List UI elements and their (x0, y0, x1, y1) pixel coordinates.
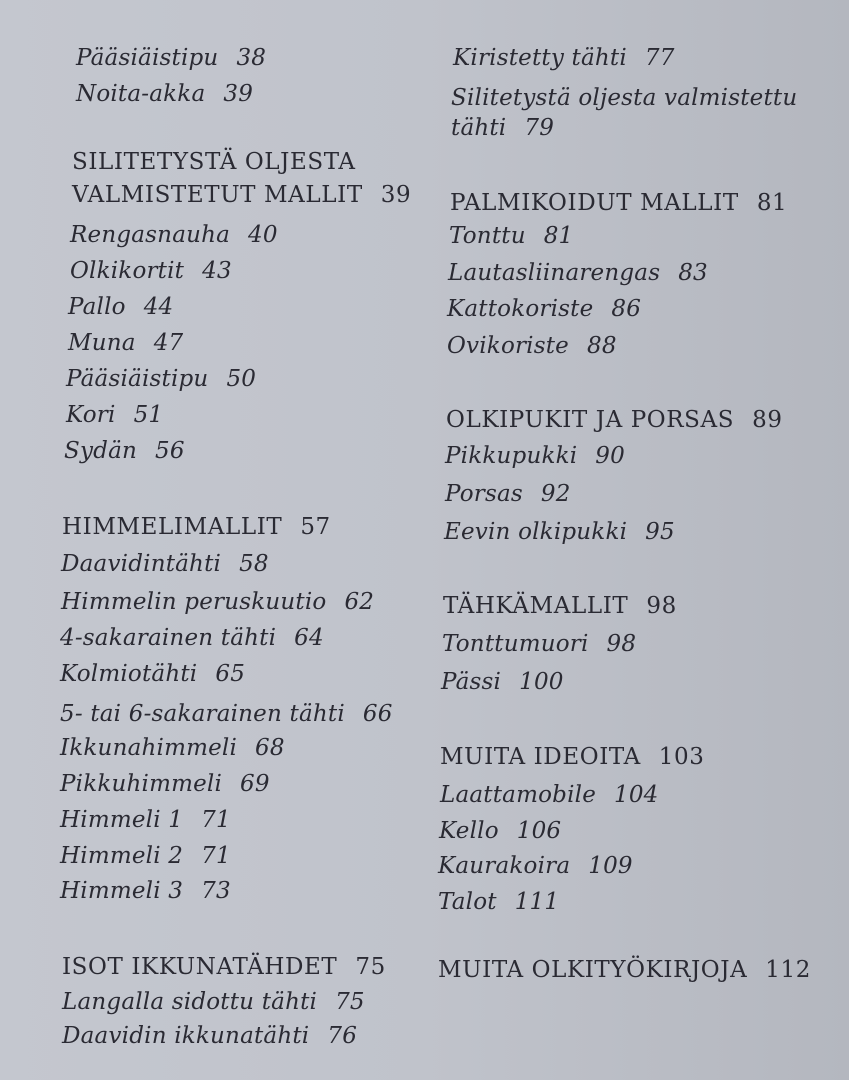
toc-title: Tonttumuori (442, 631, 589, 657)
toc-title: Pääsiäistipu (76, 45, 219, 71)
toc-title: Laattamobile (440, 782, 596, 808)
toc-title: Kattokoriste (447, 296, 594, 322)
toc-entry (70, 221, 278, 249)
toc-entry (442, 630, 636, 658)
toc-page-number: 81 (756, 190, 788, 216)
toc-title: Noita-akka (76, 81, 206, 107)
toc-title: HIMMELIMALLIT (62, 514, 283, 540)
toc-page-number: 112 (765, 957, 811, 983)
toc-entry (60, 770, 270, 798)
toc-page-number: 71 (201, 807, 231, 833)
toc-page-number: 47 (153, 330, 184, 356)
toc-title: Kello (439, 818, 499, 844)
toc-page-number: 106 (516, 818, 562, 844)
toc-entry (66, 401, 163, 429)
toc-entry (61, 550, 269, 578)
toc-page-number: 43 (202, 258, 232, 284)
toc-title: Pääsiäistipu (66, 366, 209, 392)
toc-title: Pässi (441, 669, 502, 695)
toc-title: Talot (438, 889, 497, 915)
toc-entry (60, 734, 285, 762)
toc-page-number: 75 (355, 954, 386, 980)
toc-page-number: 100 (519, 669, 564, 695)
toc-page-number: 81 (543, 223, 574, 249)
toc-title: MUITA OLKITYÖKIRJOJA (438, 957, 748, 983)
toc-title: Tonttu (449, 223, 526, 249)
toc-page-number: 66 (362, 701, 393, 727)
toc-title: Rengasnauha (70, 222, 231, 248)
toc-page-number: 44 (143, 294, 174, 320)
toc-page-number: 71 (201, 843, 231, 869)
toc-title: Kiristetty tähti (453, 45, 627, 71)
toc-title: PALMIKOIDUT MALLIT (450, 190, 739, 216)
toc-page-number: 64 (294, 625, 324, 651)
toc-entry (451, 114, 554, 142)
toc-page-number: 76 (327, 1023, 358, 1049)
toc-page-number: 75 (335, 989, 365, 1015)
toc-entry (76, 80, 253, 108)
toc-entry (60, 624, 324, 652)
toc-title: Langalla sidottu tähti (62, 989, 318, 1015)
toc-page-number: 62 (344, 589, 375, 615)
toc-entry (61, 588, 374, 616)
toc-entry (68, 293, 173, 321)
toc-title: Pikkuhimmeli (60, 771, 223, 797)
toc-entry (447, 295, 641, 323)
toc-page-number: 98 (646, 593, 677, 619)
toc-page-number: 88 (587, 333, 617, 359)
toc-section-heading (440, 743, 704, 771)
toc-entry (68, 329, 183, 357)
toc-title: Himmeli 3 (60, 878, 184, 904)
toc-page-number: 104 (614, 782, 659, 808)
toc-page-number: 68 (255, 735, 285, 761)
toc-entry (439, 817, 561, 845)
toc-title: Olkikortit (70, 258, 185, 284)
toc-page-number: 69 (240, 771, 270, 797)
toc-title: SILITETYSTÄ OLJESTA (72, 149, 356, 175)
toc-title: Kolmiotähti (60, 661, 198, 687)
toc-title: Ikkunahimmeli (60, 735, 238, 761)
toc-section-heading (62, 513, 331, 541)
toc-section-heading (438, 956, 811, 984)
toc-section-heading (72, 181, 411, 209)
toc-entry (445, 480, 571, 508)
toc-entry (60, 700, 393, 728)
toc-section-heading (72, 148, 356, 176)
toc-title: Silitetystä oljesta valmistettu (451, 85, 798, 111)
toc-page-number: 38 (236, 45, 267, 71)
toc-page-number: 95 (645, 519, 675, 545)
toc-entry (70, 257, 232, 285)
toc-page-number: 57 (300, 514, 331, 540)
toc-entry (62, 1022, 357, 1050)
toc-page-number: 65 (215, 661, 246, 687)
toc-section-heading (62, 953, 386, 981)
toc-entry (444, 518, 675, 546)
toc-entry (62, 988, 365, 1016)
toc-entry (60, 660, 245, 688)
toc-entry (453, 44, 675, 72)
toc-page-number: 103 (658, 744, 705, 770)
toc-title: Porsas (445, 481, 523, 507)
toc-entry (76, 44, 266, 72)
toc-title: Himmelin peruskuutio (61, 589, 327, 615)
toc-title: tähti (451, 115, 507, 141)
toc-title: Kaurakoira (438, 853, 571, 879)
toc-entry (448, 259, 708, 287)
toc-title: Kori (66, 402, 116, 428)
toc-title: Pikkupukki (445, 443, 578, 469)
toc-entry (438, 888, 559, 916)
toc-entry (66, 365, 256, 393)
toc-title: OLKIPUKIT JA PORSAS (446, 407, 735, 433)
toc-entry (441, 668, 564, 696)
toc-title: MUITA IDEOITA (440, 744, 641, 770)
toc-page-number: 56 (155, 438, 185, 464)
toc-title: Daavidintähti (61, 551, 222, 577)
toc-entry (60, 842, 231, 870)
toc-title: Sydän (64, 438, 137, 464)
toc-title: Eevin olkipukki (444, 519, 628, 545)
toc-title: ISOT IKKUNATÄHDET (62, 954, 338, 980)
toc-section-heading (443, 592, 677, 620)
toc-page-number: 83 (678, 260, 708, 286)
toc-entry (451, 84, 797, 112)
toc-page-number: 98 (606, 631, 637, 657)
toc-entry (445, 442, 625, 470)
toc-title: TÄHKÄMALLIT (443, 593, 629, 619)
toc-page-number: 39 (380, 182, 412, 208)
toc-title: Himmeli 2 (60, 843, 184, 869)
toc-title: 5- tai 6-sakarainen tähti (60, 701, 345, 727)
toc-title: VALMISTETUT MALLIT (72, 182, 363, 208)
toc-title: 4-sakarainen tähti (60, 625, 277, 651)
toc-page-number: 77 (644, 45, 675, 71)
toc-title: Ovikoriste (447, 333, 569, 359)
toc-entry (60, 877, 231, 905)
toc-page-number: 109 (588, 853, 633, 879)
toc-entry (449, 222, 573, 250)
toc-entry (60, 806, 231, 834)
toc-page-number: 92 (540, 481, 571, 507)
toc-title: Muna (68, 330, 136, 356)
toc-title: Pallo (68, 294, 126, 320)
toc-page-number: 51 (133, 402, 164, 428)
toc-page-number: 89 (752, 407, 783, 433)
toc-page-number: 90 (595, 443, 625, 469)
toc-title: Daavidin ikkunatähti (62, 1023, 310, 1049)
toc-page-number: 79 (524, 115, 555, 141)
toc-title: Himmeli 1 (60, 807, 184, 833)
toc-page-number: 40 (248, 222, 278, 248)
toc-entry (447, 332, 617, 360)
toc-entry (64, 437, 185, 465)
toc-page-number: 58 (239, 551, 269, 577)
toc-title: Lautasliinarengas (448, 260, 661, 286)
toc-section-heading (446, 406, 783, 434)
toc-section-heading (450, 189, 787, 217)
toc-page-number: 111 (514, 889, 560, 915)
toc-entry (438, 852, 633, 880)
toc-page-number: 39 (223, 81, 254, 107)
toc-entry (440, 781, 659, 809)
toc-page-number: 86 (611, 296, 642, 322)
toc-page-number: 73 (201, 878, 231, 904)
toc-page-number: 50 (226, 366, 257, 392)
